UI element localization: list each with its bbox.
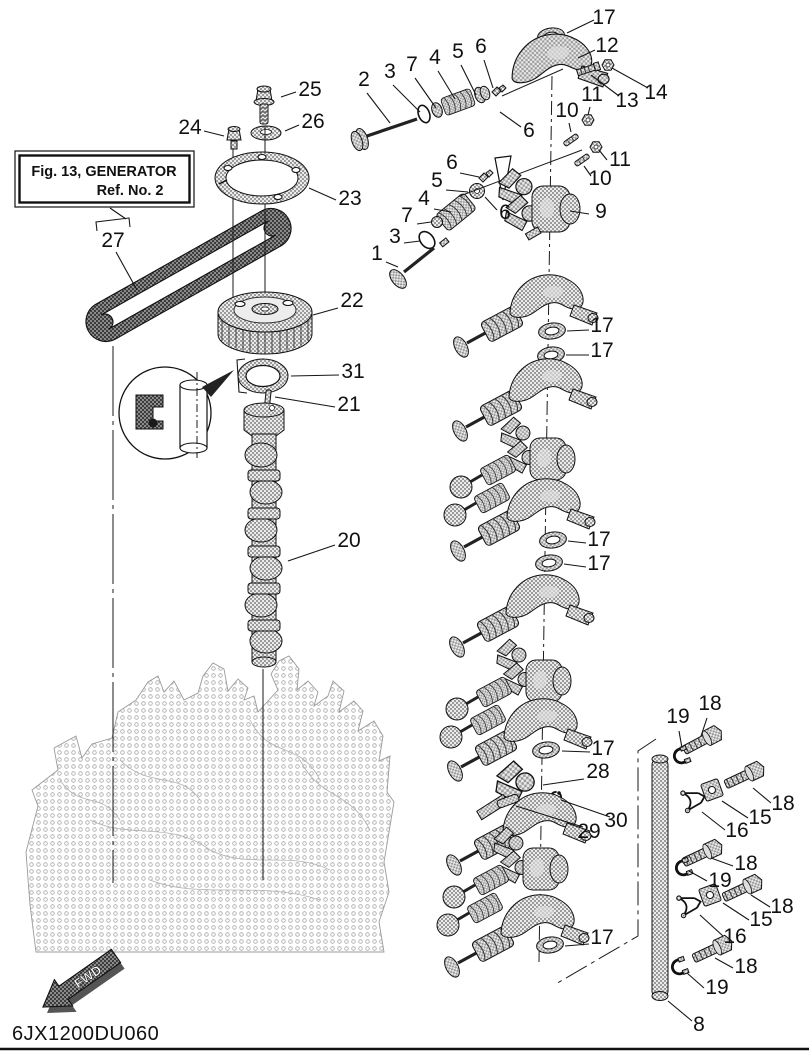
leader-line: [562, 751, 590, 752]
leader-line: [288, 545, 335, 561]
engine-block-outline: [26, 656, 394, 952]
part-number-label: 21: [337, 393, 361, 416]
washer-26: [251, 126, 281, 140]
part-number-label: 18: [771, 792, 795, 815]
bolt-18: [680, 724, 725, 758]
leader-line: [404, 241, 420, 243]
leader-line: [702, 812, 725, 830]
pulley-bolt-25: [254, 86, 274, 124]
part-number-label: 19: [705, 976, 729, 999]
part-number-label: 17: [590, 926, 614, 949]
part-number-label: 11: [581, 83, 603, 106]
leader-line: [715, 958, 733, 968]
dowel-pin-21: [265, 390, 271, 404]
part-number-label: 19: [708, 869, 732, 892]
clip-16: [676, 891, 703, 918]
seal-detail-inset: [119, 367, 234, 459]
figure-reference-line1: Fig. 13, GENERATOR: [31, 164, 177, 180]
leader-line: [668, 1001, 692, 1021]
ring-17: [539, 530, 568, 550]
leader-line: [291, 375, 339, 376]
leader-line: [751, 895, 770, 907]
part-number-label: 11: [609, 148, 631, 171]
part-number-label: 18: [698, 692, 722, 715]
part-number-label: 18: [734, 852, 758, 875]
figure-reference-box: [15, 151, 194, 207]
part-number-label: 25: [298, 78, 322, 101]
nut-11: [582, 115, 594, 125]
leader-line: [565, 944, 589, 946]
leader-line: [281, 92, 296, 97]
leader-line: [588, 107, 590, 115]
part-number-label: 17: [590, 339, 614, 362]
stud-10: [574, 153, 590, 166]
camshaft-20: [244, 403, 284, 667]
leader-line: [438, 71, 455, 99]
part-number-label: 3: [389, 225, 401, 248]
part-number-label: 6: [475, 35, 487, 58]
part-number-label: 17: [592, 6, 616, 29]
fwd-arrow-label: FWD: [71, 962, 105, 992]
part-number-label: 7: [406, 53, 418, 76]
part-number-label: 16: [723, 925, 747, 948]
o-ring-31: [238, 359, 288, 393]
leader-line: [568, 541, 586, 543]
ring-17: [532, 740, 561, 760]
valve-rocker-station: [442, 895, 589, 980]
leader-line: [569, 123, 571, 132]
part-number-label: 17: [591, 737, 615, 760]
part-number-label: 5: [452, 40, 464, 63]
valve-rocker-station: [447, 575, 594, 660]
part-number-label: 31: [341, 360, 365, 383]
part-number-label: 20: [337, 529, 361, 552]
part-number-label: 3: [384, 60, 396, 83]
leader-line: [753, 788, 771, 803]
part-number-label: 15: [749, 908, 773, 931]
leader-line: [567, 330, 589, 331]
part-number-label: 26: [301, 110, 325, 133]
leader-line: [313, 308, 338, 315]
leader-line: [722, 801, 748, 818]
leader-line: [723, 903, 749, 920]
part-number-label: 2: [358, 68, 370, 91]
part-number-label: 16: [725, 819, 749, 842]
part-number-label: 17: [587, 552, 611, 575]
leader-line: [460, 173, 479, 177]
leader-line: [543, 779, 584, 785]
leader-line: [689, 871, 707, 881]
part-number-label: 6: [446, 151, 458, 174]
camshaft-pulley-22: [218, 292, 312, 354]
leader-line: [110, 208, 126, 219]
leader-line: [393, 85, 420, 112]
part-number-label: 14: [644, 81, 668, 104]
ring-17: [535, 553, 564, 573]
leader-line: [116, 252, 137, 290]
leader-line: [485, 197, 497, 210]
part-number-label: 6: [499, 201, 511, 224]
part-number-label: 13: [615, 89, 639, 112]
leader-line: [446, 190, 468, 192]
valve-rocker-station: [451, 275, 598, 360]
part-number-label: 17: [587, 528, 611, 551]
part-number-label: 18: [770, 895, 794, 918]
part-number-label: 8: [693, 1013, 705, 1036]
part-number-label: 7: [401, 204, 413, 227]
leader-line: [679, 731, 682, 748]
part-number-label: 5: [431, 169, 443, 192]
part-number-label: 6: [523, 119, 535, 142]
leader-line: [204, 131, 224, 136]
leader-line: [415, 78, 436, 108]
part-number-label: 15: [748, 806, 772, 829]
part-number-label: 9: [595, 200, 607, 223]
leader-line: [599, 150, 607, 160]
bolt-18: [722, 760, 767, 792]
part-number-label: 1: [371, 242, 383, 265]
part-number-label: 17: [590, 314, 614, 337]
leader-line: [309, 188, 336, 200]
bolt-24: [227, 127, 241, 150]
drawing-code: 6JX1200DU060: [12, 1023, 160, 1045]
stud-10: [563, 133, 579, 146]
ring-17: [538, 321, 567, 341]
leader-line: [687, 973, 704, 988]
clip-19: [670, 956, 689, 977]
part-number-label: 12: [595, 34, 619, 57]
fwd-arrow-icon: [43, 949, 125, 1013]
part-number-label: 28: [586, 760, 610, 783]
ring-17: [536, 935, 565, 955]
figure-reference-line2: Ref. No. 2: [96, 183, 164, 199]
part-number-label: 22: [340, 289, 364, 312]
leader-line: [567, 20, 594, 33]
leader-line: [285, 125, 299, 131]
leader-line: [564, 564, 586, 567]
rocker-shaft-8: [652, 755, 668, 1001]
leader-line: [417, 222, 431, 224]
part-number-label: 29: [577, 820, 601, 843]
bolt-18: [680, 838, 725, 870]
leader-line: [612, 68, 648, 88]
part-number-label: 27: [101, 229, 125, 252]
part-number-label: 4: [418, 187, 430, 210]
part-number-label: 10: [588, 167, 612, 190]
part-number-label: 30: [604, 809, 628, 832]
part-number-label: 4: [429, 46, 441, 69]
driven-gear-plate-23: [215, 152, 309, 204]
part-number-label: 10: [555, 99, 579, 122]
leader-line: [484, 60, 493, 88]
leader-line: [367, 93, 390, 123]
leader-line: [700, 915, 723, 936]
part-number-label: 18: [734, 955, 758, 978]
part-number-label: 19: [666, 705, 690, 728]
leader-line: [275, 397, 335, 407]
part-number-label: 24: [178, 116, 202, 139]
part-number-label: 23: [338, 187, 362, 210]
leader-line: [386, 262, 398, 267]
leader-line: [711, 858, 733, 866]
leader-line: [500, 112, 521, 127]
